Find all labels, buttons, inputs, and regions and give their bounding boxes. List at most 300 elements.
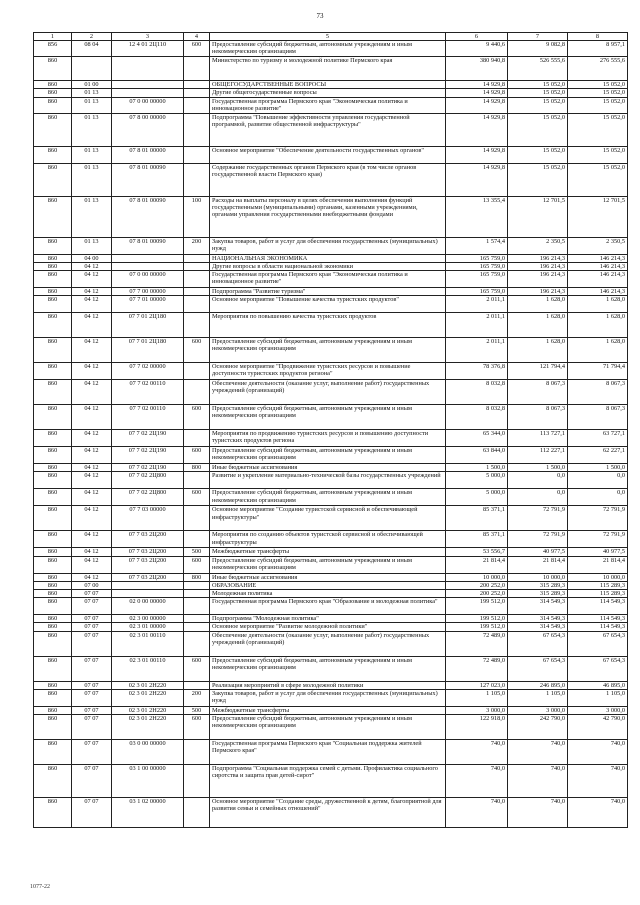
name-cell: Государственная программа Пермского края "Экономическая политика и инновационное развитие": [210, 97, 446, 113]
column-header: 1: [34, 33, 72, 41]
amount-2023-cell: 85 371,1: [446, 506, 508, 531]
amount-2025-cell: 72 791,9: [568, 531, 628, 548]
amount-2023-cell: 14 929,8: [446, 163, 508, 196]
amount-2025-cell: 15 052,0: [568, 89, 628, 97]
expense-type-cell: [184, 631, 210, 656]
table-row: [34, 89, 628, 97]
amount-2025-cell: 15 052,0: [568, 97, 628, 113]
amount-2023-cell: 2 011,1: [446, 338, 508, 363]
expense-type-cell: 200: [184, 237, 210, 254]
target-article-cell: 07 7 03 2Ц200: [112, 556, 184, 573]
expense-type-cell: 500: [184, 548, 210, 556]
ministry-code-cell: 860: [34, 556, 72, 573]
expense-type-cell: 600: [184, 489, 210, 506]
ministry-code-cell: 860: [34, 656, 72, 681]
expense-type-cell: 100: [184, 196, 210, 237]
name-cell: Мероприятия по созданию объектов туристской сервисной и обеспечивающей инфраструктуры: [210, 531, 446, 548]
section-code-cell: 01 13: [72, 237, 112, 254]
ministry-code-cell: 860: [34, 740, 72, 765]
amount-2025-cell: 114 549,3: [568, 615, 628, 623]
amount-2023-cell: 85 371,1: [446, 531, 508, 548]
amount-2025-cell: 15 052,0: [568, 81, 628, 89]
name-cell: ОБРАЗОВАНИЕ: [210, 581, 446, 589]
amount-2023-cell: 165 759,0: [446, 262, 508, 270]
amount-2025-cell: 42 790,0: [568, 715, 628, 740]
amount-2024-cell: 3 000,0: [508, 706, 568, 714]
target-article-cell: 07 7 02 00110: [112, 405, 184, 430]
section-code-cell: 07 07: [72, 656, 112, 681]
ministry-code-cell: 860: [34, 380, 72, 405]
ministry-code-cell: 860: [34, 237, 72, 254]
table-row: [34, 296, 628, 313]
table-row: [34, 97, 628, 113]
table-row: [34, 681, 628, 689]
expense-type-cell: 600: [184, 338, 210, 363]
amount-2023-cell: 5 000,0: [446, 489, 508, 506]
ministry-code-cell: 860: [34, 113, 72, 146]
amount-2025-cell: 146 214,3: [568, 262, 628, 270]
table-row: [34, 765, 628, 798]
expense-type-cell: 600: [184, 656, 210, 681]
ministry-code-cell: 860: [34, 57, 72, 81]
target-article-cell: 02 3 00 00000: [112, 615, 184, 623]
target-article-cell: 12 4 01 2Ц110: [112, 41, 184, 57]
section-code-cell: 01 13: [72, 146, 112, 163]
section-code-cell: 04 12: [72, 556, 112, 573]
table-row: [34, 288, 628, 296]
amount-2023-cell: 21 814,4: [446, 556, 508, 573]
name-cell: Государственная программа Пермского края "Экономическая политика и инновационное развитие": [210, 271, 446, 288]
expense-type-cell: 600: [184, 41, 210, 57]
ministry-code-cell: 860: [34, 590, 72, 598]
expense-type-cell: [184, 430, 210, 447]
expense-type-cell: [184, 590, 210, 598]
table-row: [34, 237, 628, 254]
target-article-cell: 07 7 03 2Ц200: [112, 573, 184, 581]
expense-type-cell: 600: [184, 447, 210, 464]
table-row: [34, 464, 628, 472]
amount-2025-cell: 1 105,0: [568, 689, 628, 706]
section-code-cell: 07 07: [72, 740, 112, 765]
ministry-code-cell: 860: [34, 363, 72, 380]
amount-2025-cell: 276 555,6: [568, 57, 628, 81]
amount-2024-cell: 314 549,3: [508, 623, 568, 631]
amount-2023-cell: 199 512,0: [446, 598, 508, 615]
amount-2024-cell: 21 814,4: [508, 556, 568, 573]
name-cell: Предоставление субсидий бюджетным, автономным учреждениям и иным некоммерческим организациям: [210, 338, 446, 363]
ministry-code-cell: 860: [34, 573, 72, 581]
amount-2023-cell: 3 000,0: [446, 706, 508, 714]
amount-2025-cell: 740,0: [568, 765, 628, 798]
name-cell: Межбюджетные трансферты: [210, 548, 446, 556]
target-article-cell: 07 8 01 00090: [112, 196, 184, 237]
amount-2024-cell: 740,0: [508, 798, 568, 828]
section-code-cell: 01 13: [72, 97, 112, 113]
ministry-code-cell: 860: [34, 598, 72, 615]
amount-2024-cell: 72 791,9: [508, 506, 568, 531]
section-code-cell: 04 12: [72, 506, 112, 531]
amount-2024-cell: 10 000,0: [508, 573, 568, 581]
table-row: [34, 146, 628, 163]
amount-2025-cell: 40 977,5: [568, 548, 628, 556]
ministry-code-cell: 860: [34, 531, 72, 548]
amount-2023-cell: 2 011,1: [446, 296, 508, 313]
ministry-code-cell: 860: [34, 81, 72, 89]
amount-2024-cell: 1 500,0: [508, 464, 568, 472]
table-row: [34, 798, 628, 828]
amount-2023-cell: 9 440,6: [446, 41, 508, 57]
amount-2023-cell: 14 929,8: [446, 81, 508, 89]
amount-2024-cell: 40 977,5: [508, 548, 568, 556]
expense-type-cell: [184, 113, 210, 146]
expense-type-cell: [184, 163, 210, 196]
amount-2025-cell: 15 052,0: [568, 146, 628, 163]
amount-2024-cell: 15 052,0: [508, 97, 568, 113]
amount-2024-cell: 196 214,3: [508, 254, 568, 262]
amount-2023-cell: 14 929,8: [446, 97, 508, 113]
target-article-cell: 02 0 00 00000: [112, 598, 184, 615]
ministry-code-cell: 860: [34, 689, 72, 706]
amount-2025-cell: 115 289,3: [568, 590, 628, 598]
ministry-code-cell: 860: [34, 405, 72, 430]
amount-2023-cell: 122 918,0: [446, 715, 508, 740]
target-article-cell: [112, 254, 184, 262]
amount-2023-cell: 200 252,0: [446, 590, 508, 598]
target-article-cell: 02 3 01 00110: [112, 631, 184, 656]
target-article-cell: [112, 590, 184, 598]
table-row: [34, 430, 628, 447]
amount-2025-cell: 15 052,0: [568, 113, 628, 146]
amount-2025-cell: 12 701,5: [568, 196, 628, 237]
ministry-code-cell: 856: [34, 41, 72, 57]
amount-2025-cell: 146 214,3: [568, 271, 628, 288]
amount-2025-cell: 67 654,3: [568, 631, 628, 656]
amount-2023-cell: 1 574,4: [446, 237, 508, 254]
ministry-code-cell: 860: [34, 313, 72, 338]
amount-2025-cell: 71 794,4: [568, 363, 628, 380]
amount-2025-cell: 146 214,3: [568, 288, 628, 296]
name-cell: Основное мероприятие "Создание среды, дружественной к детям, благоприятной для развития семьи и семейных отношений": [210, 798, 446, 828]
table-row: [34, 196, 628, 237]
amount-2024-cell: 196 214,3: [508, 288, 568, 296]
amount-2023-cell: 740,0: [446, 740, 508, 765]
name-cell: Основное мероприятие "Создание туристской сервисной и обеспечивающей инфраструктуры": [210, 506, 446, 531]
amount-2025-cell: 0,0: [568, 472, 628, 489]
section-code-cell: 07 07: [72, 689, 112, 706]
expense-type-cell: [184, 97, 210, 113]
ministry-code-cell: 860: [34, 631, 72, 656]
target-article-cell: 07 7 02 00110: [112, 380, 184, 405]
section-code-cell: 04 12: [72, 548, 112, 556]
column-header: 3: [112, 33, 184, 41]
amount-2024-cell: 196 214,3: [508, 271, 568, 288]
target-article-cell: [112, 81, 184, 89]
target-article-cell: 07 7 01 00000: [112, 296, 184, 313]
table-row: [34, 81, 628, 89]
section-code-cell: 04 12: [72, 489, 112, 506]
section-code-cell: 04 12: [72, 338, 112, 363]
table-row: [34, 489, 628, 506]
target-article-cell: 07 0 00 00000: [112, 97, 184, 113]
amount-2025-cell: 114 549,3: [568, 598, 628, 615]
amount-2024-cell: 8 067,3: [508, 405, 568, 430]
section-code-cell: 01 00: [72, 81, 112, 89]
name-cell: Предоставление субсидий бюджетным, автономным учреждениям и иным некоммерческим организациям: [210, 656, 446, 681]
table-row: [34, 506, 628, 531]
target-article-cell: 07 7 00 00000: [112, 288, 184, 296]
page-number: 73: [316, 12, 324, 20]
section-code-cell: 01 13: [72, 163, 112, 196]
amount-2023-cell: 127 023,0: [446, 681, 508, 689]
target-article-cell: [112, 57, 184, 81]
amount-2024-cell: 15 052,0: [508, 113, 568, 146]
expense-type-cell: [184, 89, 210, 97]
amount-2024-cell: 1 628,0: [508, 296, 568, 313]
amount-2024-cell: 15 052,0: [508, 89, 568, 97]
target-article-cell: 03 1 02 00000: [112, 798, 184, 828]
expense-type-cell: [184, 296, 210, 313]
expense-type-cell: 800: [184, 573, 210, 581]
amount-2023-cell: 165 759,0: [446, 288, 508, 296]
expense-type-cell: 600: [184, 405, 210, 430]
amount-2025-cell: 8 067,3: [568, 405, 628, 430]
name-cell: Предоставление субсидий бюджетным, автономным учреждениям и иным некоммерческим организациям: [210, 556, 446, 573]
amount-2025-cell: 63 727,1: [568, 430, 628, 447]
table-row: [34, 313, 628, 338]
ministry-code-cell: 860: [34, 163, 72, 196]
ministry-code-cell: 860: [34, 254, 72, 262]
name-cell: Межбюджетные трансферты: [210, 706, 446, 714]
section-code-cell: 01 13: [72, 113, 112, 146]
amount-2024-cell: 315 289,3: [508, 590, 568, 598]
amount-2024-cell: 246 895,0: [508, 681, 568, 689]
target-article-cell: 07 7 02 2Ц800: [112, 472, 184, 489]
amount-2025-cell: 2 350,5: [568, 237, 628, 254]
target-article-cell: [112, 262, 184, 270]
amount-2023-cell: 65 344,0: [446, 430, 508, 447]
amount-2023-cell: 740,0: [446, 765, 508, 798]
name-cell: Подпрограмма "Развитие туризма": [210, 288, 446, 296]
amount-2025-cell: 0,0: [568, 489, 628, 506]
amount-2025-cell: 115 289,3: [568, 581, 628, 589]
target-article-cell: 03 0 00 00000: [112, 740, 184, 765]
target-article-cell: [112, 89, 184, 97]
ministry-code-cell: 860: [34, 623, 72, 631]
table-row: [34, 706, 628, 714]
target-article-cell: 07 7 02 2Ц190: [112, 464, 184, 472]
expense-type-cell: [184, 623, 210, 631]
name-cell: Реализация мероприятий в сфере молодежной политики: [210, 681, 446, 689]
amount-2024-cell: 15 052,0: [508, 81, 568, 89]
amount-2025-cell: 114 549,3: [568, 623, 628, 631]
amount-2025-cell: 1 628,0: [568, 313, 628, 338]
expense-type-cell: [184, 531, 210, 548]
amount-2024-cell: 121 794,4: [508, 363, 568, 380]
section-code-cell: 01 13: [72, 196, 112, 237]
amount-2025-cell: 15 052,0: [568, 163, 628, 196]
amount-2025-cell: 67 654,3: [568, 656, 628, 681]
name-cell: Мероприятия по повышению качества туристских продуктов: [210, 313, 446, 338]
amount-2024-cell: 67 654,3: [508, 631, 568, 656]
expense-type-cell: [184, 81, 210, 89]
column-header: 4: [184, 33, 210, 41]
section-code-cell: 04 12: [72, 531, 112, 548]
amount-2024-cell: 1 628,0: [508, 338, 568, 363]
expense-type-cell: [184, 681, 210, 689]
expense-type-cell: [184, 615, 210, 623]
amount-2024-cell: 112 227,1: [508, 447, 568, 464]
target-article-cell: 07 7 02 00000: [112, 363, 184, 380]
section-code-cell: 07 07: [72, 715, 112, 740]
section-code-cell: 07 07: [72, 598, 112, 615]
expense-type-cell: [184, 363, 210, 380]
name-cell: Обеспечение деятельности (оказание услуг, выполнение работ) государственных учреждений (организаций): [210, 380, 446, 405]
section-code-cell: 04 12: [72, 405, 112, 430]
expense-type-cell: 500: [184, 706, 210, 714]
name-cell: Закупка товаров, работ и услуг для обеспечения государственных (муниципальных) нужд: [210, 689, 446, 706]
column-header: 6: [446, 33, 508, 41]
ministry-code-cell: 860: [34, 430, 72, 447]
amount-2025-cell: 21 814,4: [568, 556, 628, 573]
amount-2023-cell: 740,0: [446, 798, 508, 828]
ministry-code-cell: 860: [34, 798, 72, 828]
name-cell: Предоставление субсидий бюджетным, автономным учреждениям и иным некоммерческим организациям: [210, 41, 446, 57]
target-article-cell: 07 8 00 00000: [112, 113, 184, 146]
name-cell: Подпрограмма "Социальная поддержка семей с детьми. Профилактика социального сиротства и защита прав детей-сирот": [210, 765, 446, 798]
table-row: [34, 57, 628, 81]
name-cell: Основное мероприятие "Обеспечение деятельности государственных органов": [210, 146, 446, 163]
name-cell: Обеспечение деятельности (оказание услуг, выполнение работ) государственных учреждений (организаций): [210, 631, 446, 656]
column-header: 5: [210, 33, 446, 41]
name-cell: Основное мероприятие "Повышение качества туристских продуктов": [210, 296, 446, 313]
amount-2023-cell: 165 759,0: [446, 254, 508, 262]
section-code-cell: 07 07: [72, 706, 112, 714]
section-code-cell: 01 13: [72, 89, 112, 97]
section-code-cell: 07 07: [72, 623, 112, 631]
amount-2024-cell: 15 052,0: [508, 163, 568, 196]
ministry-code-cell: 860: [34, 681, 72, 689]
amount-2023-cell: 10 000,0: [446, 573, 508, 581]
expense-type-cell: [184, 740, 210, 765]
ministry-code-cell: 860: [34, 615, 72, 623]
ministry-code-cell: 860: [34, 271, 72, 288]
table-row: [34, 472, 628, 489]
section-code-cell: 04 12: [72, 380, 112, 405]
amount-2023-cell: 72 489,0: [446, 631, 508, 656]
section-code-cell: [72, 57, 112, 81]
ministry-code-cell: 860: [34, 447, 72, 464]
expense-type-cell: [184, 57, 210, 81]
amount-2023-cell: 78 376,8: [446, 363, 508, 380]
column-header: 7: [508, 33, 568, 41]
expense-type-cell: [184, 313, 210, 338]
amount-2023-cell: 200 252,0: [446, 581, 508, 589]
table-row: [34, 113, 628, 146]
expense-type-cell: [184, 288, 210, 296]
name-cell: Государственная программа Пермского края "Социальная поддержка жителей Пермского края": [210, 740, 446, 765]
expense-type-cell: [184, 262, 210, 270]
expense-type-cell: [184, 146, 210, 163]
amount-2024-cell: 12 701,5: [508, 196, 568, 237]
amount-2023-cell: 72 489,0: [446, 656, 508, 681]
name-cell: Основное мероприятие "Развитие молодежной политики": [210, 623, 446, 631]
amount-2024-cell: 740,0: [508, 740, 568, 765]
target-article-cell: 07 0 00 00000: [112, 271, 184, 288]
name-cell: НАЦИОНАЛЬНАЯ ЭКОНОМИКА: [210, 254, 446, 262]
name-cell: Министерство по туризму и молодежной политике Пермского края: [210, 57, 446, 81]
target-article-cell: [112, 581, 184, 589]
table-row: [34, 338, 628, 363]
name-cell: Иные бюджетные ассигнования: [210, 573, 446, 581]
amount-2024-cell: 113 727,1: [508, 430, 568, 447]
expense-type-cell: [184, 506, 210, 531]
amount-2024-cell: 15 052,0: [508, 146, 568, 163]
amount-2025-cell: 740,0: [568, 740, 628, 765]
expense-type-cell: [184, 798, 210, 828]
amount-2025-cell: 740,0: [568, 798, 628, 828]
amount-2024-cell: 67 654,3: [508, 656, 568, 681]
ministry-code-cell: 860: [34, 288, 72, 296]
section-code-cell: 04 12: [72, 313, 112, 338]
section-code-cell: 04 12: [72, 296, 112, 313]
name-cell: Предоставление субсидий бюджетным, автономным учреждениям и иным некоммерческим организациям: [210, 715, 446, 740]
amount-2025-cell: 10 000,0: [568, 573, 628, 581]
name-cell: Предоставление субсидий бюджетным, автономным учреждениям и иным некоммерческим организациям: [210, 447, 446, 464]
amount-2024-cell: 1 628,0: [508, 313, 568, 338]
target-article-cell: 02 3 01 2Н220: [112, 706, 184, 714]
amount-2024-cell: 0,0: [508, 472, 568, 489]
name-cell: Иные бюджетные ассигнования: [210, 464, 446, 472]
target-article-cell: 07 8 01 00000: [112, 146, 184, 163]
table-row: [34, 656, 628, 681]
name-cell: Другие общегосударственные вопросы: [210, 89, 446, 97]
amount-2025-cell: 1 628,0: [568, 338, 628, 363]
name-cell: Предоставление субсидий бюджетным, автономным учреждениям и иным некоммерческим организациям: [210, 489, 446, 506]
ministry-code-cell: 860: [34, 472, 72, 489]
target-article-cell: 07 7 01 2Ц180: [112, 313, 184, 338]
ministry-code-cell: 860: [34, 146, 72, 163]
amount-2023-cell: 1 105,0: [446, 689, 508, 706]
amount-2024-cell: 314 549,3: [508, 598, 568, 615]
section-code-cell: 04 12: [72, 464, 112, 472]
amount-2024-cell: 196 214,3: [508, 262, 568, 270]
target-article-cell: 07 7 02 2Ц190: [112, 430, 184, 447]
amount-2023-cell: 53 556,7: [446, 548, 508, 556]
amount-2023-cell: 14 929,8: [446, 89, 508, 97]
amount-2023-cell: 14 929,8: [446, 146, 508, 163]
amount-2024-cell: 8 067,3: [508, 380, 568, 405]
amount-2024-cell: 740,0: [508, 765, 568, 798]
amount-2023-cell: 380 940,8: [446, 57, 508, 81]
table-row: [34, 363, 628, 380]
amount-2023-cell: 1 500,0: [446, 464, 508, 472]
ministry-code-cell: 860: [34, 706, 72, 714]
table-row: [34, 631, 628, 656]
target-article-cell: 02 3 01 2Н220: [112, 681, 184, 689]
name-cell: Развитие и укрепление материально-технической базы государственных учреждений: [210, 472, 446, 489]
section-code-cell: 04 12: [72, 363, 112, 380]
table-row: [34, 447, 628, 464]
table-row: [34, 405, 628, 430]
table-row: [34, 163, 628, 196]
ministry-code-cell: 860: [34, 581, 72, 589]
table-row: [34, 262, 628, 270]
amount-2024-cell: 526 555,6: [508, 57, 568, 81]
amount-2024-cell: 242 790,0: [508, 715, 568, 740]
expense-type-cell: 600: [184, 715, 210, 740]
name-cell: Государственная программа Пермского края "Образование и молодежная политика": [210, 598, 446, 615]
name-cell: Подпрограмма "Молодежная политика": [210, 615, 446, 623]
